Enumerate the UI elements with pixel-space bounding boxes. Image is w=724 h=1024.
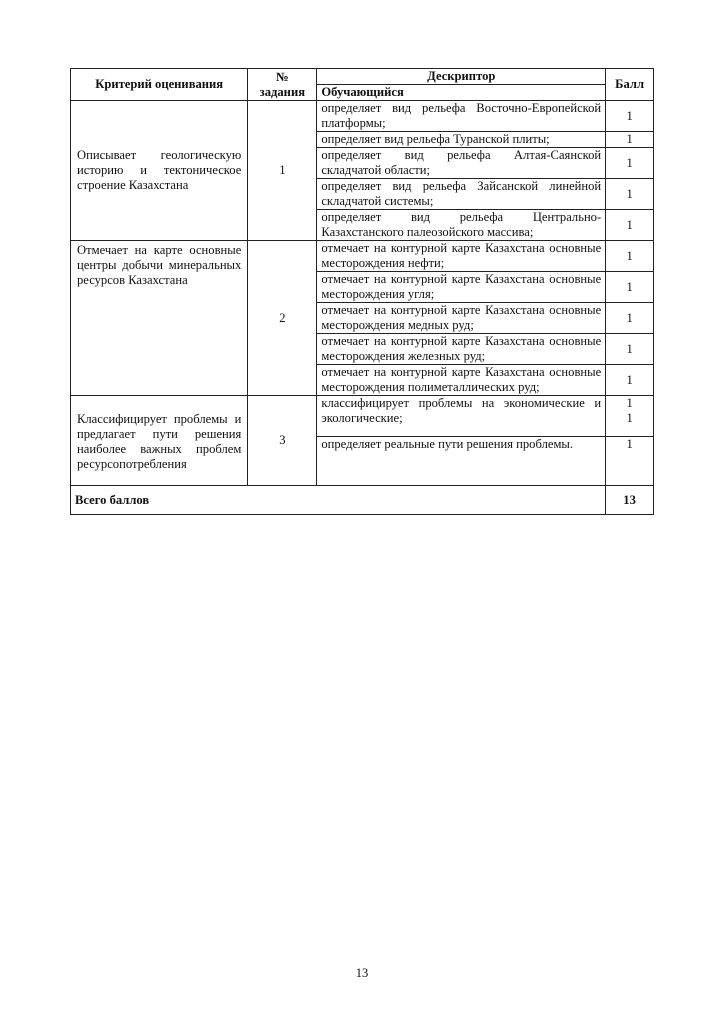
total-label: Всего баллов (71, 486, 606, 515)
descriptor-cell: отмечает на контурной карте Казахстана основные месторождения нефти; (317, 241, 606, 272)
header-points: Балл (606, 69, 654, 101)
total-value: 13 (606, 486, 654, 515)
points-cell: 1 (606, 179, 654, 210)
points-cell: 1 (606, 241, 654, 272)
header-row (71, 69, 654, 85)
descriptor-cell: отмечает на контурной карте Казахстана основные месторождения медных руд; (317, 303, 606, 334)
total-row (71, 486, 654, 515)
descriptor-cell: определяет вид рельефа Туранской плиты; (317, 132, 606, 148)
points-cell: 1 (606, 148, 654, 179)
criterion-cell: Описывает геологическую историю и тектоническое строение Казахстана (71, 101, 248, 241)
points-cell: 1 (606, 437, 654, 486)
points-cell: 1 (606, 132, 654, 148)
points-cell: 1 (606, 272, 654, 303)
descriptor-cell: определяет реальные пути решения проблемы. (317, 437, 606, 486)
criterion-cell: Отмечает на карте основные центры добычи минеральных ресурсов Казахстана (71, 241, 248, 396)
criterion-cell: Классифицирует проблемы и предлагает пути решения наиболее важных проблем ресурсопотребления (71, 396, 248, 486)
descriptor-cell: определяет вид рельефа Центрально-Казахстанского палеозойского массива; (317, 210, 606, 241)
task-number-cell: 3 (248, 396, 317, 486)
header-student: Обучающийся (317, 85, 606, 101)
header-task-number-line2: задания (259, 84, 306, 99)
descriptor-cell: определяет вид рельефа Зайсанской линейной складчатой системы; (317, 179, 606, 210)
descriptor-cell: отмечает на контурной карте Казахстана основные месторождения железных руд; (317, 334, 606, 365)
points-cell: 1 (606, 334, 654, 365)
points-value: 1 (626, 411, 633, 425)
descriptor-cell: отмечает на контурной карте Казахстана основные месторождения полиметаллических руд; (317, 365, 606, 396)
points-cell: 1 (606, 303, 654, 334)
page-number: 13 (355, 966, 369, 980)
descriptor-cell: определяет вид рельефа Алтая-Саянской складчатой области; (317, 148, 606, 179)
task-number-cell: 2 (248, 241, 317, 396)
descriptor-cell: определяет вид рельефа Восточно-Европейской платформы; (317, 101, 606, 132)
header-descriptor: Дескриптор (317, 69, 606, 85)
header-task-number-line1: № (276, 69, 289, 84)
table-row (71, 396, 654, 437)
points-value: 1 (626, 396, 633, 410)
points-cell: 1 (606, 365, 654, 396)
assessment-table (70, 68, 654, 515)
descriptor-cell: отмечает на контурной карте Казахстана основные месторождения угля; (317, 272, 606, 303)
header-task-number (248, 69, 317, 101)
table-row (71, 241, 654, 272)
points-cell (606, 396, 654, 437)
table-row (71, 101, 654, 132)
points-cell: 1 (606, 101, 654, 132)
points-cell: 1 (606, 210, 654, 241)
task-number-cell: 1 (248, 101, 317, 241)
header-criterion: Критерий оценивания (71, 69, 248, 101)
descriptor-cell: классифицирует проблемы на экономические и экологические; (317, 396, 606, 437)
